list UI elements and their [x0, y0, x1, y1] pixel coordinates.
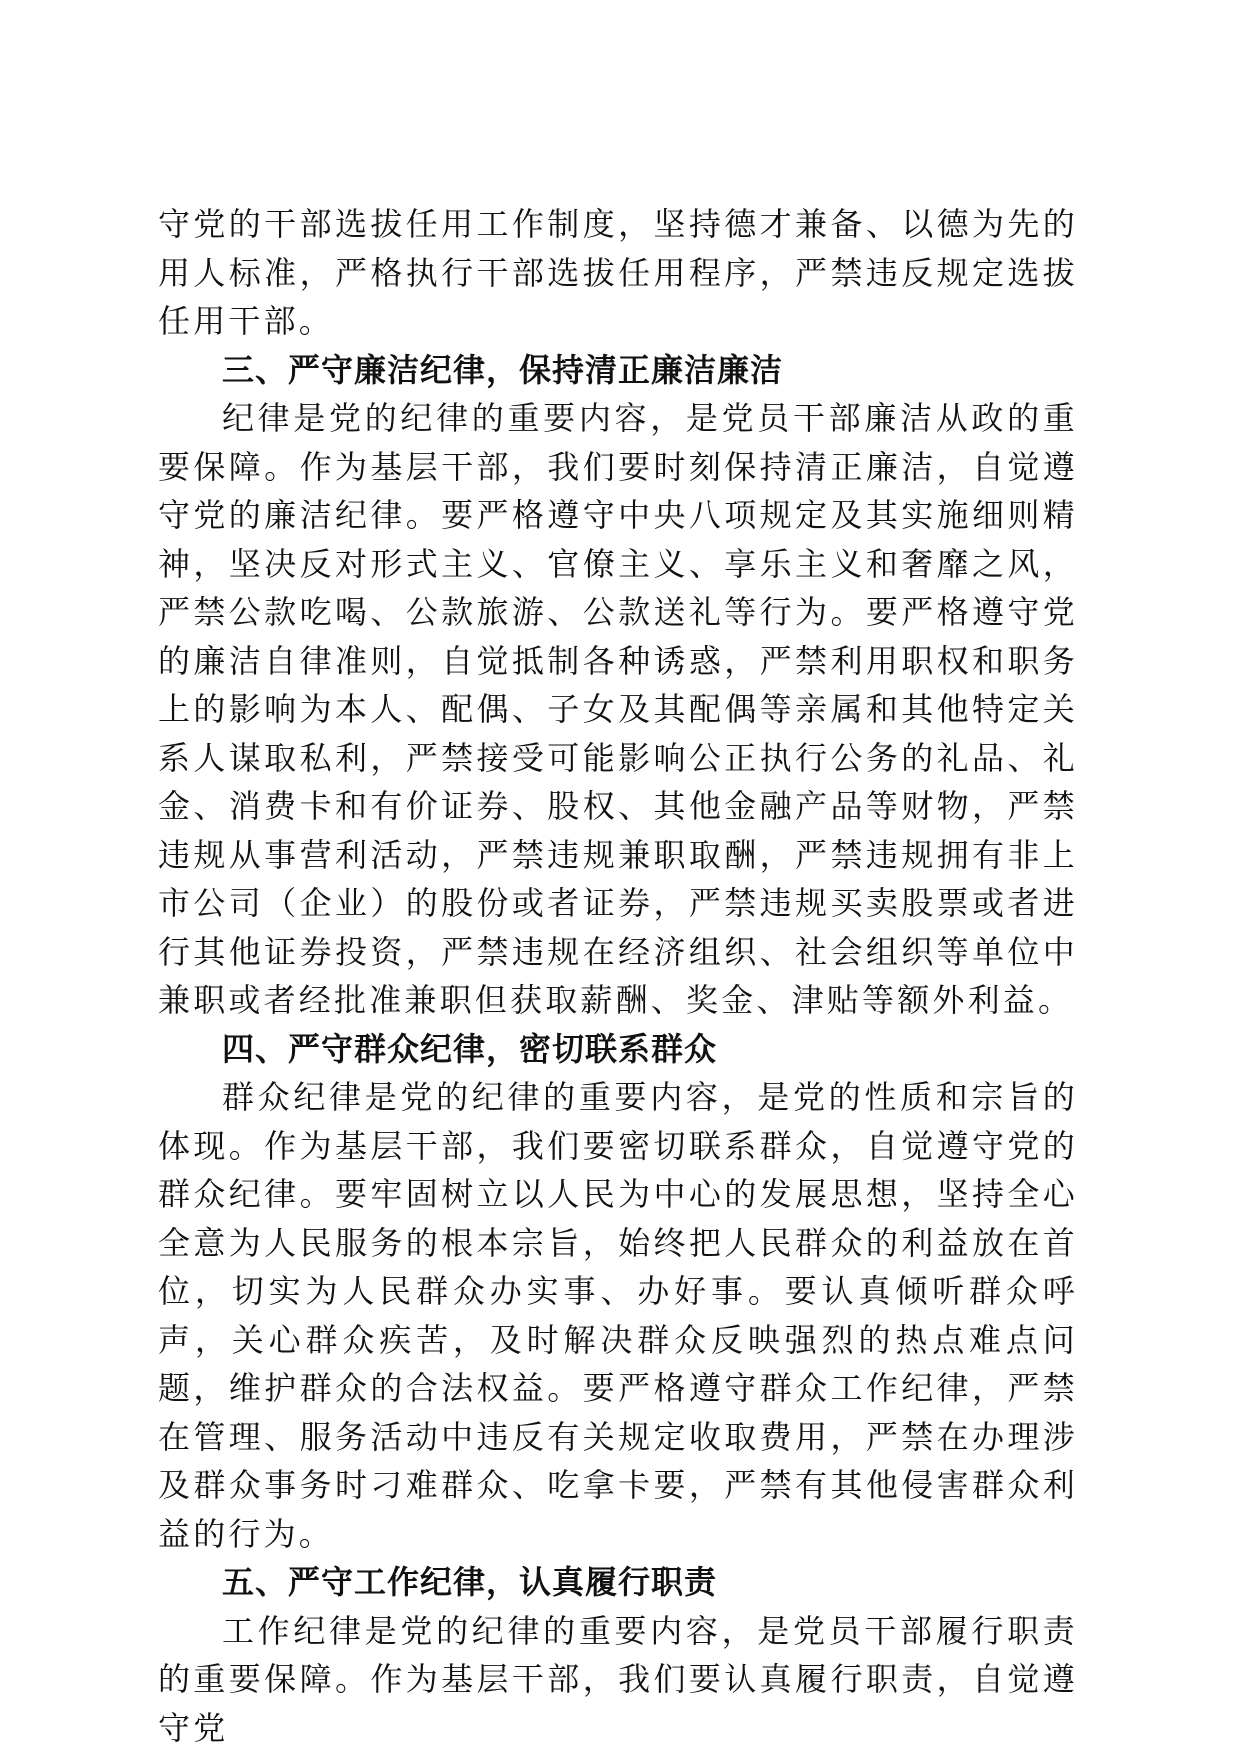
heading-work-discipline: 五、严守工作纪律，认真履行职责: [222, 1563, 718, 1601]
heading-integrity-discipline: 三、严守廉洁纪律，保持清正廉洁廉洁: [222, 350, 784, 389]
paragraph-mass-discipline: 群众纪律是党的纪律的重要内容，是党的性质和宗旨的体现。作为基层干部，我们要密切联系群众，自觉遵守党的群众纪律。要牢固树立以人民为中心的发展思想，坚持全心全意为人民服务的根本宗旨，始终把人民群众的利益放在首位，切实为人民群众办实事、办好事。要认真倾听群众呼声，关心群众疾苦，及时解决群众反映强烈的热点难点问题，维护群众的合法权益。要严格遵守群众工作纪律，严禁在管理、服务活动中违反有关规定收取费用，严禁在办理涉及群众事务时刁难群众、吃拿卡要，严禁有其他侵害群众利益的行为。: [158, 1078, 1078, 1553]
paragraph-integrity-discipline: 纪律是党的纪律的重要内容，是党员干部廉洁从政的重要保障。作为基层干部，我们要时刻保持清正廉洁，自觉遵守党的廉洁纪律。要严格遵守中央八项规定及其实施细则精神，坚决反对形式主义、官僚主义、享乐主义和奢靡之风，严禁公款吃喝、公款旅游、公款送礼等行为。要严格遵守党的廉洁自律准则，自觉抵制各种诱惑，严禁利用职权和职务上的影响为本人、配偶、子女及其配偶等亲属和其他特定关系人谋取私利，严禁接受可能影响公正执行公务的礼品、礼金、消费卡和有价证券、股权、其他金融产品等财物，严禁违规从事营利活动，严禁违规兼职取酬，严禁违规拥有非上市公司（企业）的股份或者证券，严禁违规买卖股票或者进行其他证券投资，严禁违规在经济组织、社会组织等单位中兼职或者经批准兼职但获取薪酬、奖金、津贴等额外利益。: [158, 399, 1078, 1019]
heading-mass-discipline: 四、严守群众纪律，密切联系群众: [222, 1029, 718, 1068]
paragraph-work-discipline: 工作纪律是党的纪律的重要内容，是党员干部履行职责的重要保障。作为基层干部，我们要认真履行职责，自觉遵守党: [158, 1611, 1078, 1747]
paragraph-cadre-selection: 守党的干部选拔任用工作制度，坚持德才兼备、以德为先的用人标准，严格执行干部选拔任用程序，严禁违反规定选拔任用干部。: [158, 205, 1078, 340]
document-page: [158, 200, 1078, 1752]
